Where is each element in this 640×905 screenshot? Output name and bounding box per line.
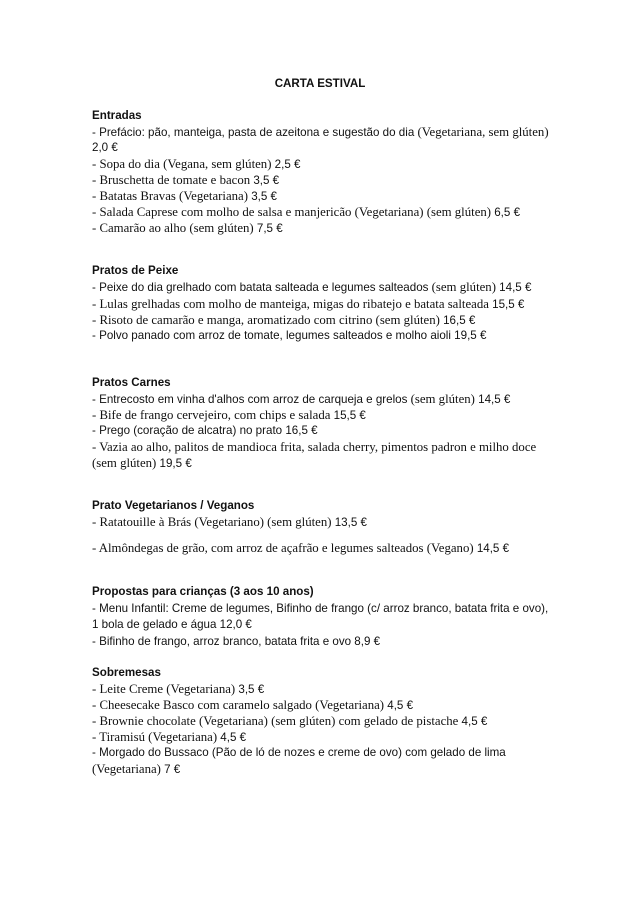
menu-item (92, 514, 367, 531)
menu-item: - Menu Infantil: Creme de legumes, Bifinho de frango (c/ arroz branco, batata frita e ovo), (92, 602, 549, 615)
item-text: - Lulas grelhadas com molho de manteiga, migas do ribatejo e batata salteada (92, 297, 493, 311)
menu-item (92, 729, 246, 746)
menu-item (92, 172, 279, 189)
menu-item (92, 279, 531, 296)
item-price: 13,5 € (334, 516, 367, 529)
item-text: - Bife de frango cervejeiro, com chips e salada (92, 408, 334, 422)
section-heading-entradas: Entradas (92, 109, 142, 122)
menu-item: - Vazia ao alho, palitos de mandioca frita, salada cherry, pimentos padron e milho doce (92, 440, 537, 454)
item-text: - Ratatouille à Brás (Vegetariano) (sem glúten) (92, 515, 335, 529)
item-price: 2,0 € (92, 141, 118, 154)
menu-item (92, 188, 277, 205)
menu-item (92, 713, 487, 730)
menu-item (92, 391, 510, 408)
section-heading-sobremesas: Sobremesas (92, 666, 161, 679)
item-price: 6,5 € (494, 206, 521, 219)
menu-item: - Bifinho de frango, arroz branco, batata frita e ovo 8,9 € (92, 635, 381, 648)
item-text: (Vegetariana) (92, 762, 165, 776)
item-price: 4,5 € (387, 699, 414, 712)
item-price: 2,5 € (274, 158, 301, 171)
item-price: 15,5 € (333, 409, 366, 422)
item-text: - Batatas Bravas (Vegetariana) (92, 189, 252, 203)
item-text: - Camarão ao alho (sem glúten) (92, 221, 257, 235)
item-price: 4,5 € (220, 731, 247, 744)
item-text: (Vegetariana, sem glúten) (414, 125, 549, 139)
menu-item: - Polvo panado com arroz de tomate, legumes salteados e molho aioli 19,5 € (92, 329, 487, 342)
menu-item (92, 312, 475, 329)
item-price: 14,5 € (499, 281, 532, 294)
item-price: 7 € (164, 763, 181, 776)
menu-item (92, 697, 413, 714)
section-heading-vegetarianos: Prato Vegetarianos / Veganos (92, 499, 255, 512)
section-heading-criancas: Propostas para crianças (3 aos 10 anos) (92, 585, 314, 598)
section-heading-peixe: Pratos de Peixe (92, 264, 179, 277)
menu-item: 1 bola de gelado e água 12,0 € (92, 618, 252, 631)
menu-item (92, 296, 524, 313)
item-price: 16,5 € (443, 314, 476, 327)
item-text: - Prefácio: pão, manteiga, pasta de azeitona e sugestão do dia (92, 126, 415, 139)
menu-item: - Prego (coração de alcatra) no prato 16,5 € (92, 424, 318, 437)
item-text: - Risoto de camarão e manga, aromatizado com citrino (sem glúten) (92, 313, 444, 327)
item-text: - Salada Caprese com molho de salsa e manjericão (Vegetariana) (sem glúten) (92, 205, 495, 219)
item-text: - Cheesecake Basco com caramelo salgado (Vegetariana) (92, 698, 388, 712)
item-price: 3,5 € (253, 174, 280, 187)
item-price: 15,5 € (492, 298, 525, 311)
item-text: - Sopa do dia (Vegana, sem glúten) (92, 157, 275, 171)
item-text: - Bruschetta de tomate e bacon (92, 173, 254, 187)
item-price: 3,5 € (251, 190, 277, 203)
item-text: - Leite Creme (Vegetariana) (92, 682, 239, 696)
menu-item (92, 681, 264, 698)
menu-item (92, 220, 283, 237)
item-price: 14,5 € (476, 542, 510, 555)
menu-item (92, 204, 520, 221)
menu-item (92, 540, 509, 557)
item-price: 7,5 € (256, 222, 283, 235)
item-text: - Almôndegas de grão, com arroz de açafrão e legumes salteados (Vegano) (92, 541, 477, 555)
item-price: 14,5 € (478, 393, 511, 406)
menu-item (92, 156, 300, 173)
menu-item (92, 407, 366, 424)
section-heading-carnes: Pratos Carnes (92, 376, 171, 389)
menu-item (92, 455, 192, 472)
item-text: - Entrecosto em vinha d'alhos com arroz de carqueja e grelos (92, 393, 408, 406)
item-text: - Tiramisú (Vegetariana) (92, 730, 221, 744)
menu-item (92, 761, 180, 778)
item-text: - Peixe do dia grelhado com batata salteada e legumes salteados (92, 281, 429, 294)
menu-item: - Morgado do Bussaco (Pão de ló de nozes e creme de ovo) com gelado de lima (92, 746, 506, 759)
item-text: (sem glúten) (428, 280, 500, 294)
menu-item (92, 124, 549, 141)
item-text: - Brownie chocolate (Vegetariana) (sem glúten) com gelado de pistache (92, 714, 462, 728)
item-text: (sem glúten) (407, 392, 479, 406)
item-text: (sem glúten) (92, 456, 160, 470)
item-price: 3,5 € (238, 683, 265, 696)
item-price: 19,5 € (159, 457, 192, 470)
page-title: CARTA ESTIVAL (274, 77, 366, 90)
item-price: 4,5 € (461, 715, 488, 728)
